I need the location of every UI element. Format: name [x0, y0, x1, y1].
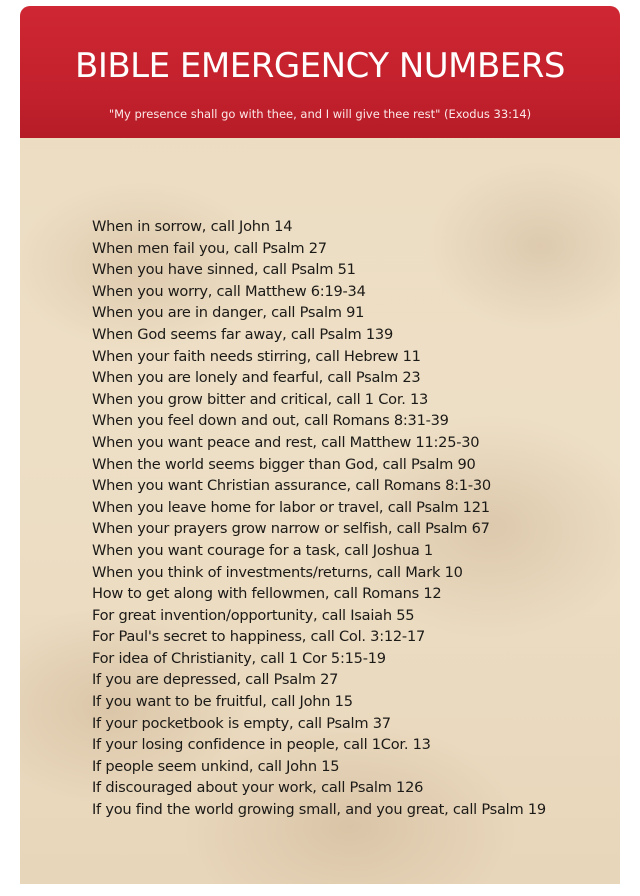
- page-subtitle: "My presence shall go with thee, and I will give thee rest" (Exodus 33:14): [108, 107, 532, 121]
- bible-numbers-card: [20, 6, 620, 884]
- list-item: When you worry, call Matthew 6:19-34: [92, 282, 366, 300]
- list-item: When you want Christian assurance, call Romans 8:1-30: [92, 477, 491, 495]
- list-item: When you want peace and rest, call Matthew 11:25-30: [92, 433, 480, 451]
- list-item: When you are lonely and fearful, call Psalm 23: [92, 369, 421, 387]
- list-item: When you want courage for a task, call Joshua 1: [92, 541, 433, 559]
- list-item: How to get along with fellowmen, call Romans 12: [92, 585, 442, 603]
- list-item: When the world seems bigger than God, call Psalm 90: [92, 455, 476, 473]
- list-item: If discouraged about your work, call Psalm 126: [92, 779, 424, 797]
- list-item: If your pocketbook is empty, call Psalm 37: [92, 714, 391, 732]
- header-banner: [20, 6, 620, 138]
- list-item: If people seem unkind, call John 15: [92, 757, 340, 775]
- list-item: If your losing confidence in people, call 1Cor. 13: [92, 736, 431, 754]
- list-item: If you want to be fruitful, call John 15: [92, 693, 353, 711]
- list-item: If you find the world growing small, and you great, call Psalm 19: [92, 801, 546, 819]
- list-item: When you feel down and out, call Romans 8:31-39: [92, 412, 449, 430]
- list-item: When you have sinned, call Psalm 51: [92, 261, 356, 279]
- list-item: When in sorrow, call John 14: [92, 218, 293, 235]
- list-item: For great invention/opportunity, call Isaiah 55: [92, 606, 415, 624]
- list-item: When you leave home for labor or travel, call Psalm 121: [92, 498, 490, 516]
- list-item: When you think of investments/returns, call Mark 10: [92, 563, 463, 581]
- emergency-number-list: [92, 216, 546, 821]
- list-item: When men fail you, call Psalm 27: [92, 239, 327, 257]
- list-item: When you grow bitter and critical, call 1 Cor. 13: [92, 390, 429, 408]
- list-item: When God seems far away, call Psalm 139: [92, 325, 393, 343]
- list-item: When you are in danger, call Psalm 91: [92, 304, 365, 322]
- list-item: If you are depressed, call Psalm 27: [92, 671, 339, 689]
- page-title: BIBLE EMERGENCY NUMBERS: [75, 46, 565, 86]
- list-item: For Paul's secret to happiness, call Col. 3:12-17: [92, 628, 426, 646]
- list-item: For idea of Christianity, call 1 Cor 5:15-19: [92, 649, 386, 667]
- list-item: When your prayers grow narrow or selfish, call Psalm 67: [92, 520, 490, 538]
- list-item: When your faith needs stirring, call Hebrew 11: [92, 347, 421, 365]
